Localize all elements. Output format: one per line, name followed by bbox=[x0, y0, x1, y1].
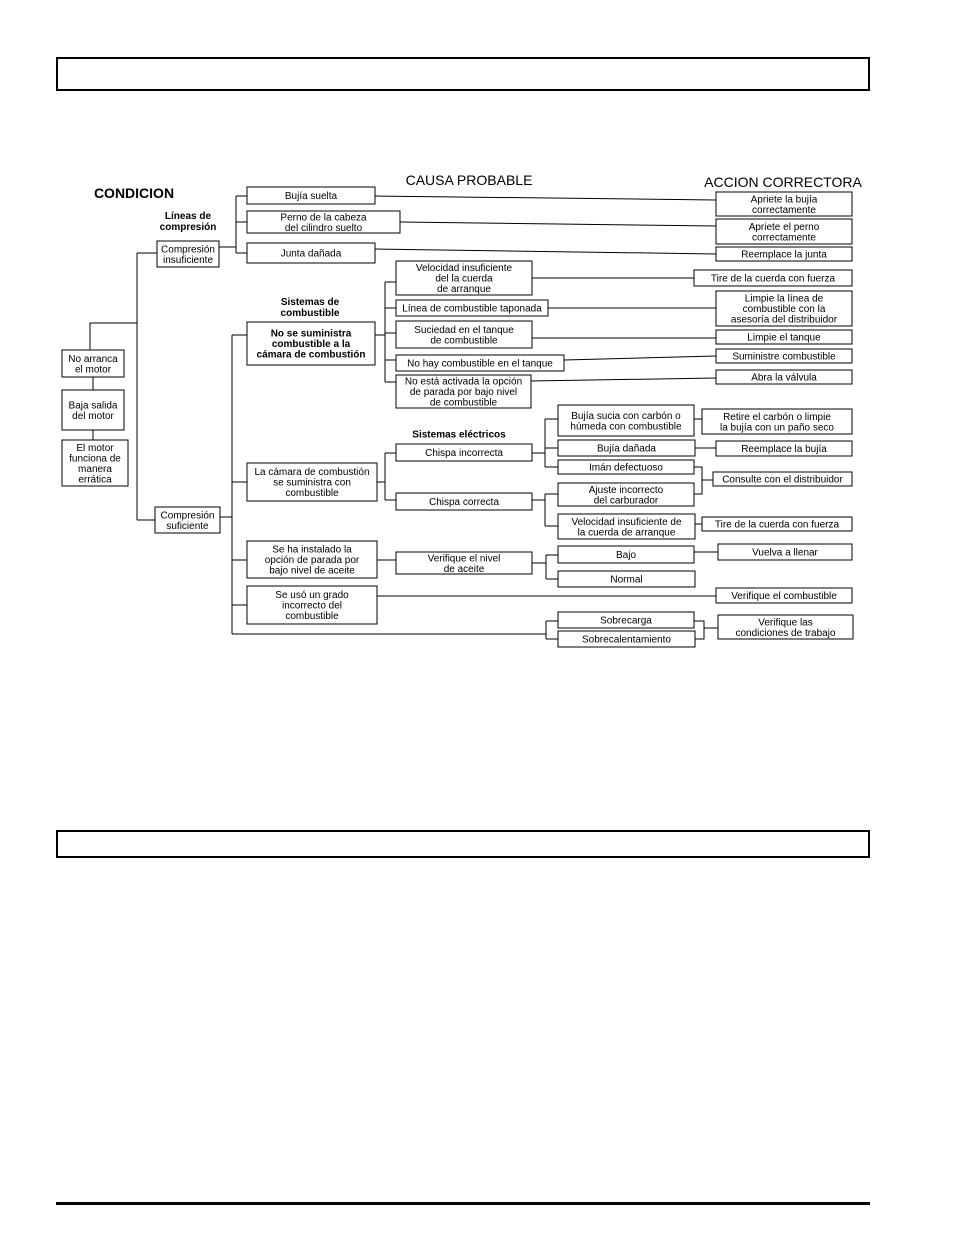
line-perno-action bbox=[400, 222, 716, 226]
action-verifique-condiciones bbox=[718, 615, 853, 639]
line-nohay-action bbox=[564, 356, 716, 360]
line-iman-bracket bbox=[694, 467, 702, 494]
cause-iman-defectuoso-text: Imán defectuoso bbox=[589, 462, 663, 474]
cause-junta-danada bbox=[247, 243, 375, 263]
compresion-insuficiente bbox=[157, 241, 219, 267]
action-consulte-distribuidor-text: Consulte con el distribuidor bbox=[722, 474, 843, 486]
compresion-suficiente bbox=[155, 507, 220, 533]
cause-perno-cabeza-text: Perno de la cabeza del cilindro suelto bbox=[280, 212, 367, 234]
cause-no-suministra-text: No se suministra combustible a la cámara de combustión bbox=[256, 328, 366, 361]
compresion-insuficiente-text: Compresión insuficiente bbox=[161, 244, 215, 266]
cause-grado-incorrecto bbox=[247, 586, 377, 624]
label-lineas-compresion: Líneas de compresión bbox=[159, 211, 217, 234]
cause-ajuste-carburador-text: Ajuste incorrecto del carburador bbox=[588, 484, 664, 507]
action-verifique-combustible-text: Verifique el combustible bbox=[731, 591, 837, 603]
cause-linea-taponada-text: Línea de combustible taponada bbox=[402, 303, 542, 315]
cause-chispa-correcta-text: Chispa correcta bbox=[428, 497, 500, 509]
condition-erratica bbox=[62, 440, 128, 486]
heading-causa-probable: CAUSA PROBABLE bbox=[405, 172, 533, 188]
cause-camara-suministra bbox=[247, 463, 377, 501]
cause-bujia-danada bbox=[558, 440, 695, 456]
action-retire-carbon bbox=[702, 409, 852, 434]
cause-camara-suministra-text: La cámara de combustión se suministra con combustible bbox=[254, 467, 370, 500]
cause-suciedad-tanque-text: Suciedad en el tanque de combustible bbox=[414, 324, 514, 347]
condition-baja-salida-text: Baja salida del motor bbox=[68, 400, 118, 422]
cause-normal bbox=[558, 571, 695, 587]
cause-bajo-text: Bajo bbox=[615, 550, 637, 562]
action-reemplace-junta-text: Reemplace la junta bbox=[741, 249, 827, 261]
line-junta-action bbox=[375, 249, 716, 254]
cause-normal-text: Normal bbox=[610, 574, 643, 586]
condition-no-arranca bbox=[62, 350, 124, 377]
footer-rule bbox=[56, 1202, 870, 1205]
cause-chispa-incorrecta-text: Chispa incorrecta bbox=[425, 448, 503, 460]
action-retire-carbon-text: Retire el carbón o limpie la bujía con un paño seco bbox=[720, 411, 834, 434]
cause-bajo bbox=[558, 546, 694, 563]
action-verifique-combustible bbox=[716, 588, 852, 603]
action-vuelva-llenar bbox=[718, 544, 852, 560]
compresion-suficiente-text: Compresión suficiente bbox=[160, 510, 215, 532]
cause-sobrecalentamiento-text: Sobrecalentamiento bbox=[582, 634, 671, 646]
action-limpie-tanque bbox=[716, 330, 852, 344]
cause-verifique-aceite bbox=[396, 552, 532, 575]
heading-accion-correctora: ACCION CORRECTORA bbox=[704, 174, 862, 190]
cause-bujia-suelta-text: Bujía suelta bbox=[284, 191, 338, 203]
action-limpie-linea-text: Limpie la línea de combustible con la asesoría del distribuidor bbox=[730, 293, 838, 326]
condition-no-arranca-text: No arranca el motor bbox=[68, 353, 118, 376]
cause-linea-taponada bbox=[396, 300, 548, 316]
cause-velocidad-insuficiente-text: Velocidad insuficiente del la cuerda de arranque bbox=[415, 263, 513, 296]
action-apriete-bujia bbox=[716, 192, 852, 216]
action-suministre-text: Suministre combustible bbox=[732, 351, 836, 363]
cause-grado-incorrecto-text: Se usó un grado incorrecto del combustible bbox=[275, 590, 349, 623]
cause-bujia-suelta bbox=[247, 187, 375, 204]
cause-no-activada-parada-text: No está activada la opción de parada por bajo nivel de combustible bbox=[404, 376, 523, 409]
label-sistemas-combustible: Sistemas de combustible bbox=[280, 297, 340, 320]
condition-erratica-text: El motor funciona de manera errática bbox=[69, 442, 121, 486]
flowchart-nodes bbox=[62, 187, 853, 647]
action-abra-valvula bbox=[716, 370, 852, 384]
action-tire-cuerda-text: Tire de la cuerda con fuerza bbox=[710, 273, 836, 285]
cause-junta-danada-text: Junta dañada bbox=[280, 248, 342, 260]
cause-ajuste-carburador bbox=[558, 483, 694, 506]
cause-sobrecalentamiento bbox=[558, 631, 695, 647]
action-consulte-distribuidor bbox=[713, 472, 852, 486]
action-apriete-bujia-text: Apriete la bujía correctamente bbox=[750, 194, 818, 216]
cause-perno-cabeza bbox=[247, 211, 400, 234]
cause-verifique-aceite-text: Verifique el nivel de aceite bbox=[427, 553, 501, 575]
action-tire-cuerda-2-text: Tire de la cuerda con fuerza bbox=[714, 519, 840, 531]
action-reemplace-bujia bbox=[716, 441, 852, 456]
cause-suciedad-tanque bbox=[396, 321, 532, 348]
cause-parada-aceite bbox=[247, 541, 377, 578]
cause-sobrecarga-text: Sobrecarga bbox=[600, 615, 652, 627]
action-apriete-perno-text: Apriete el perno correctamente bbox=[748, 221, 820, 244]
action-vuelva-llenar-text: Vuelva a llenar bbox=[752, 547, 818, 559]
cause-velocidad-insuficiente bbox=[396, 261, 532, 295]
line-conditions-up bbox=[90, 323, 137, 350]
action-limpie-linea bbox=[716, 291, 852, 326]
action-apriete-perno bbox=[716, 219, 852, 244]
cause-no-hay-combustible-text: No hay combustible en el tanque bbox=[407, 358, 553, 370]
line-noactivada-action bbox=[531, 378, 716, 381]
label-sistemas-electricos: Sistemas eléctricos bbox=[412, 429, 506, 441]
cause-chispa-incorrecta bbox=[396, 444, 532, 461]
action-limpie-tanque-text: Limpie el tanque bbox=[747, 332, 821, 344]
cause-bujia-sucia-text: Bujía sucia con carbón o húmeda con combustible bbox=[570, 410, 682, 433]
action-abra-valvula-text: Abra la válvula bbox=[751, 372, 817, 384]
action-reemplace-junta bbox=[716, 247, 852, 261]
cause-no-suministra bbox=[247, 322, 375, 365]
action-verifique-condiciones-text: Verifique las condiciones de trabajo bbox=[735, 617, 836, 639]
action-tire-cuerda bbox=[694, 270, 852, 286]
cause-bujia-sucia bbox=[558, 405, 694, 436]
bottom-title-frame bbox=[56, 830, 870, 858]
action-suministre bbox=[716, 349, 852, 363]
cause-no-hay-combustible bbox=[396, 355, 564, 371]
heading-condicion: CONDICION bbox=[93, 185, 175, 201]
cause-velocidad-insuficiente-2-text: Velocidad insuficiente de la cuerda de arranque bbox=[571, 516, 682, 539]
cause-iman-defectuoso bbox=[558, 460, 694, 474]
cause-velocidad-insuficiente-2 bbox=[558, 514, 695, 539]
cause-bujia-danada-text: Bujía dañada bbox=[597, 443, 656, 455]
cause-chispa-correcta bbox=[396, 493, 532, 510]
line-bujia-suelta-action bbox=[375, 196, 716, 200]
cause-no-activada-parada bbox=[396, 375, 531, 409]
cause-parada-aceite-text: Se ha instalado la opción de parada por bajo nivel de aceite bbox=[264, 544, 360, 577]
condition-baja-salida bbox=[62, 390, 124, 430]
cause-sobrecarga bbox=[558, 612, 694, 628]
action-tire-cuerda-2 bbox=[702, 517, 852, 531]
action-reemplace-bujia-text: Reemplace la bujía bbox=[741, 444, 827, 456]
